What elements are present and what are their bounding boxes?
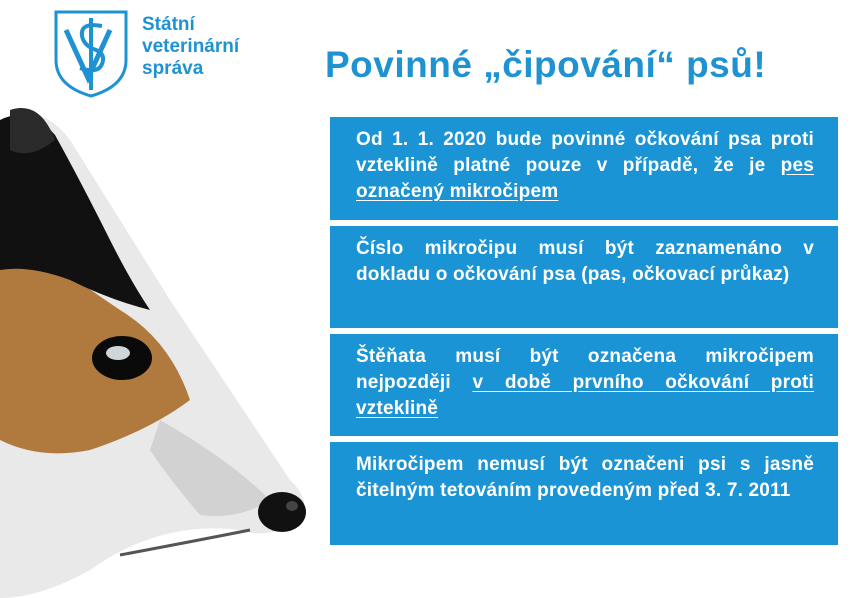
info-underlined-text: v době prvního očkování proti vzteklině xyxy=(356,372,815,419)
info-underlined-text: pes označený mikročipem xyxy=(356,155,814,202)
info-text: Číslo mikročipu musí být zaznamenáno v dokladu o očkování psa (pas, očkovací průkaz) xyxy=(356,238,814,285)
info-text: Mikročipem nemusí být označeni psi s jasně čitelným tetováním provedeným před 3. 7. 2011 xyxy=(356,454,814,501)
info-box-chip-number-record xyxy=(330,226,838,328)
info-box-puppies-deadline xyxy=(330,334,838,436)
info-text: Od 1. 1. 2020 bude povinné očkování psa proti vzteklině platné pouze v případě, že je xyxy=(356,129,814,176)
info-box-tattoo-exception xyxy=(330,442,838,545)
svs-emblem-icon xyxy=(52,8,130,98)
info-box-list xyxy=(330,117,838,551)
logo-line-2: veterinární xyxy=(142,36,240,57)
logo-line-3: správa xyxy=(142,58,204,79)
logo-line-1: Státní xyxy=(142,14,195,35)
page-headline: Povinné „čipování“ psů! xyxy=(325,44,767,85)
info-text: Štěňata musí být označena mikročipem nejpozději xyxy=(356,346,814,393)
info-box-vaccination-validity xyxy=(330,117,838,220)
logo-wordmark xyxy=(142,14,239,80)
dog-head-illustration xyxy=(0,100,320,598)
svs-logo xyxy=(52,8,239,98)
